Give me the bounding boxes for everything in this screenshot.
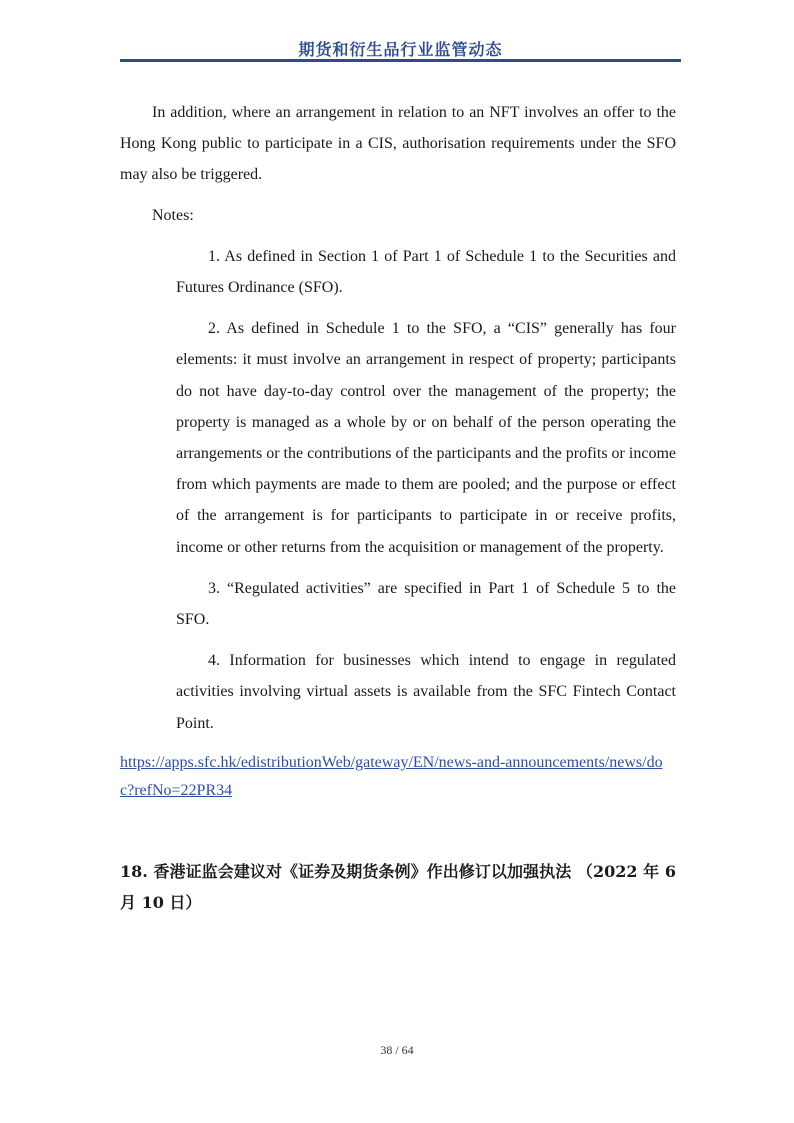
page-number: 38 / 64	[380, 1043, 414, 1057]
note-item-1: 1. As defined in Section 1 of Part 1 of Schedule 1 to the Securities and Futures Ordinance (SFO).	[176, 247, 676, 297]
source-link[interactable]: https://apps.sfc.hk/edistributionWeb/gateway/EN/news-and-announcements/news/doc?refNo=22PR34	[120, 753, 663, 799]
document-body	[120, 97, 676, 918]
notes-label: Notes:	[152, 206, 194, 224]
header-divider	[120, 59, 681, 62]
section-heading: 18. 香港证监会建议对《证券及期货条例》作出修订以加强执法 （2022 年 6 月 10 日）	[120, 861, 676, 912]
note-item-2: 2. As defined in Schedule 1 to the SFO, a “CIS” generally has four elements: it must involve an arrangement in respect of property; participants do not have day-to-day control over the management of the property; the property is managed as a whole by or on behalf of the person operating the arrangements or the contributions of the participants and the profits or income from which payments are made to them are pooled; and the purpose or effect of the arrangement is for participants to participate in or receive profits, income or other returns from the acquisition or management of the property.	[176, 320, 676, 556]
header-title: 期货和衍生品行业监管动态	[298, 40, 503, 59]
note-item-4: 4. Information for businesses which intend to engage in regulated activities involving virtual assets is available from the SFC Fintech Contact Point.	[176, 652, 676, 732]
note-item-3: 3. “Regulated activities” are specified in Part 1 of Schedule 5 to the SFO.	[176, 579, 676, 629]
intro-paragraph: In addition, where an arrangement in relation to an NFT involves an offer to the Hong Kong public to participate in a CIS, authorisation requirements under the SFO may also be triggered.	[120, 104, 676, 184]
